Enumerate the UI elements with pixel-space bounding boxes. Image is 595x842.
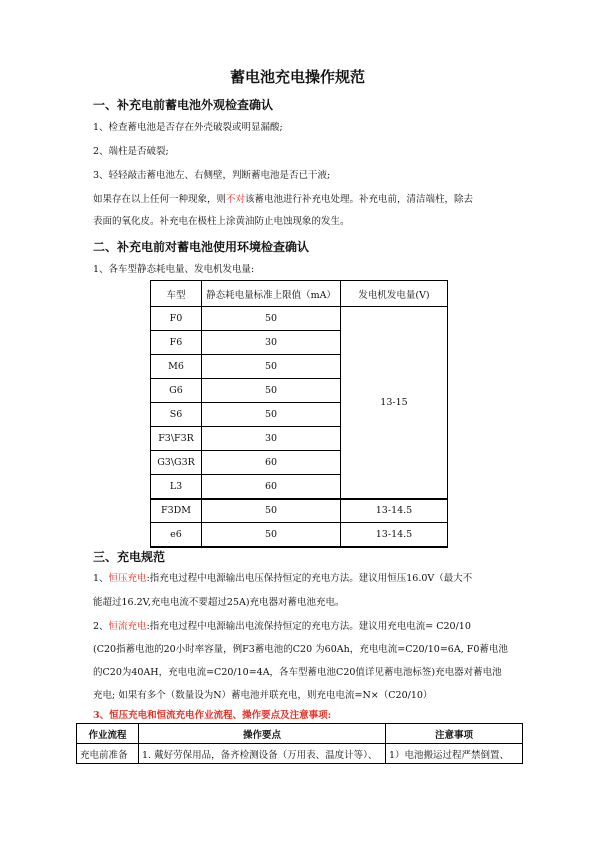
section3-p2-line3: 的C20为40AH，充电电流=C20/10=4A，各车型蓄电池C20值详见蓄电池标签)充电器对蓄电池	[93, 667, 502, 678]
model-cell: e6	[151, 523, 202, 547]
table-row	[151, 523, 448, 547]
p2-rest: :指充电过程中电源输出电流保持恒定的充电方法。建议用充电电流= C20/10	[146, 621, 471, 632]
model-cell: F0	[151, 307, 202, 331]
section1-heading: 一、补充电前蓄电池外观检查确认	[93, 98, 274, 112]
p2-term: 恒流充电	[108, 621, 147, 632]
vehicle-spec-table	[150, 280, 448, 548]
current-cell: 50	[202, 379, 341, 403]
p1-rest: :指充电过程中电源输出电压保持恒定的充电方法。建议用恒压16.0V（最大不	[146, 573, 473, 584]
current-cell: 60	[202, 475, 341, 499]
workflow-row	[77, 744, 523, 764]
workflow-cell: 1）电池搬运过程严禁倒置、	[386, 744, 523, 764]
section3-heading: 三、充电规范	[93, 550, 166, 564]
current-cell: 30	[202, 331, 341, 355]
section3-p1	[93, 572, 472, 586]
voltage-cell-group: 13-15	[341, 307, 448, 499]
note-part2: 该蓄电池进行补充电处理。补充电前，清洁端柱，除去	[245, 194, 474, 205]
workflow-cell: 1. 戴好劳保用品，备齐检测设备（万用表、温度计等）、	[139, 744, 386, 764]
current-cell: 30	[202, 427, 341, 451]
table-header-row	[151, 281, 448, 307]
note-red-text: 不对	[226, 194, 246, 205]
current-cell: 50	[202, 403, 341, 427]
section3-p1-line2: 能超过16.2V,充电电流不要超过25A)充电器对蓄电池充电。	[93, 597, 345, 608]
p1-term: 恒压充电	[108, 573, 147, 584]
section1-note	[93, 193, 473, 207]
section2-item1: 1、各车型静态耗电量、发电机发电量:	[93, 264, 255, 275]
workflow-header-cell: 作业流程	[77, 724, 139, 744]
workflow-table	[76, 723, 523, 764]
section1-item3: 3、轻轻敲击蓄电池左、右侧壁，判断蓄电池是否已干液;	[93, 170, 331, 181]
model-cell: M6	[151, 355, 202, 379]
current-cell: 50	[202, 499, 341, 523]
current-cell: 60	[202, 451, 341, 475]
voltage-cell: 13-14.5	[341, 499, 448, 523]
table-header-cell: 车型	[151, 281, 202, 307]
table-row	[151, 307, 448, 331]
model-cell: S6	[151, 403, 202, 427]
workflow-cell: 充电前准备	[77, 744, 139, 764]
section3-p3: 3、恒压充电和恒流充电作业流程、操作要点及注意事项:	[93, 710, 332, 721]
model-cell: F6	[151, 331, 202, 355]
section2-heading: 二、补充电前对蓄电池使用环境检查确认	[93, 240, 310, 254]
workflow-header-cell: 操作要点	[139, 724, 386, 744]
section1-note-line2: 表面的氧化皮。补充电在极柱上涂黄油防止电蚀现象的发生。	[93, 216, 350, 227]
model-cell: F3\F3R	[151, 427, 202, 451]
model-cell: L3	[151, 475, 202, 499]
table-header-cell: 静态耗电量标准上限值（mA）	[202, 281, 341, 307]
section3-p2	[93, 620, 471, 634]
note-part1: 如果存在以上任何一种现象，则	[93, 194, 227, 205]
model-cell: G6	[151, 379, 202, 403]
workflow-header-row	[77, 724, 523, 744]
workflow-header-cell: 注意事项	[386, 724, 523, 744]
current-cell: 50	[202, 523, 341, 547]
section1-item2: 2、端柱是否破裂;	[93, 146, 169, 157]
current-cell: 50	[202, 355, 341, 379]
model-cell: F3DM	[151, 499, 202, 523]
current-cell: 50	[202, 307, 341, 331]
table-header-cell: 发电机发电量(V)	[341, 281, 448, 307]
page-title: 蓄电池充电操作规范	[229, 68, 365, 86]
model-cell: G3\G3R	[151, 451, 202, 475]
table-row	[151, 499, 448, 523]
p1-num: 1、	[93, 573, 109, 584]
section3-p2-line2: (C20指蓄电池的20小时率容量，例F3蓄电池的C20 为60Ah，充电电流=C20/10=6A, F0蓄电池	[93, 644, 508, 655]
voltage-cell: 13-14.5	[341, 523, 448, 547]
section3-p2-line4: 充电; 如果有多个（数量设为N）蓄电池并联充电，则充电电流=N×（C20/10）	[93, 690, 433, 701]
p2-num: 2、	[93, 621, 109, 632]
section1-item1: 1、检查蓄电池是否存在外壳破裂或明显漏酸;	[93, 122, 283, 133]
